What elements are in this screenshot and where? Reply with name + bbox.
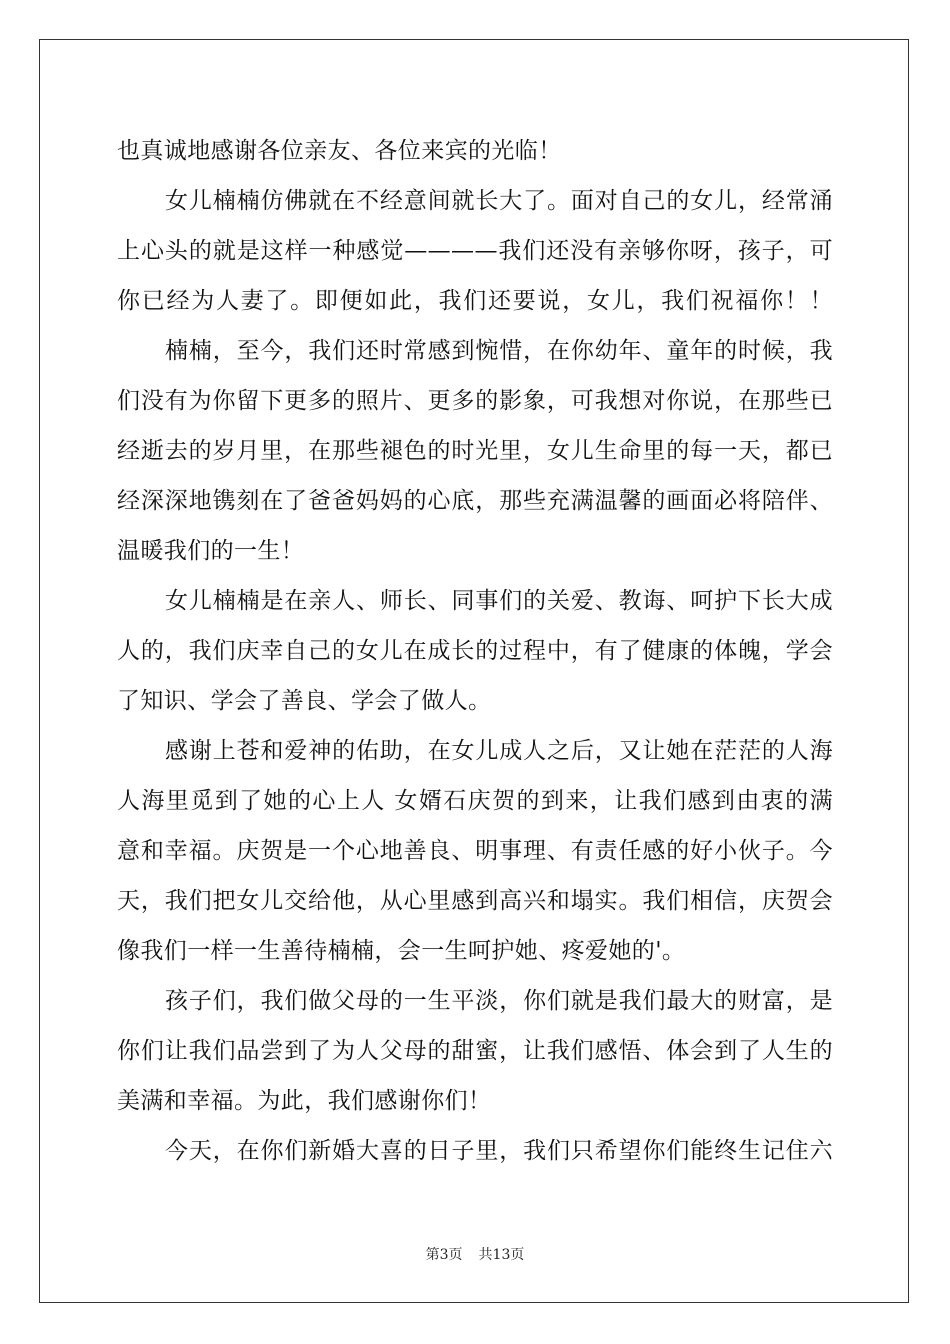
text-line: 天，我们把女儿交给他，从心里感到高兴和塌实。我们相信，庆贺会 [117,888,833,914]
text-line: 你们让我们品尝到了为人父母的甜蜜，让我们感悟、体会到了人生的 [117,1038,833,1064]
text-line: 温暖我们的一生！ [117,538,305,564]
page-number: 第3页 [425,1247,463,1263]
text-line: 经逝去的岁月里，在那些褪色的时光里，女儿生命里的每一天，都已 [117,438,833,464]
text-line: 感谢上苍和爱神的佑助，在女儿成人之后，又让她在茫茫的人海 [165,738,833,764]
text-line: 今天，在你们新婚大喜的日子里，我们只希望你们能终生记住六 [165,1138,833,1164]
text-line: 女儿楠楠是在亲人、师长、同事们的关爱、教诲、呵护下长大成 [165,588,833,614]
text-line: 女儿楠楠仿佛就在不经意间就长大了。面对自己的女儿，经常涌 [165,188,833,214]
page-footer [0,1244,950,1264]
text-line: 意和幸福。庆贺是一个心地善良、明事理、有责任感的好小伙子。今 [117,838,833,864]
text-line: 楠楠，至今，我们还时常感到惋惜，在你幼年、童年的时候，我 [165,338,833,364]
text-line: 人海里觅到了她的心上人 女婿石庆贺的到来，让我们感到由衷的满 [117,788,833,814]
text-line: 上心头的就是这样一种感觉————我们还没有亲够你呀，孩子，可 [117,238,833,264]
text-line: 美满和幸福。为此，我们感谢你们！ [117,1088,492,1114]
page-total: 共13页 [478,1247,525,1263]
text-line: 经深深地镌刻在了爸爸妈妈的心底，那些充满温馨的画面必将陪伴、 [117,488,833,514]
text-line: 孩子们，我们做父母的一生平淡，你们就是我们最大的财富，是 [165,988,833,1014]
text-line: 人的，我们庆幸自己的女儿在成长的过程中，有了健康的体魄，学会 [117,638,833,664]
text-line: 也真诚地感谢各位亲友、各位来宾的光临！ [117,138,562,164]
text-line: 们没有为你留下更多的照片、更多的影象，可我想对你说，在那些已 [117,388,833,414]
text-line: 你已经为人妻了。即便如此，我们还要说，女儿，我们祝福你！！ [117,288,833,314]
text-line: 了知识、学会了善良、学会了做人。 [117,688,492,714]
text-line: 像我们一样一生善待楠楠，会一生呵护她、疼爱她的'。 [117,938,686,964]
document-body [117,126,833,1176]
